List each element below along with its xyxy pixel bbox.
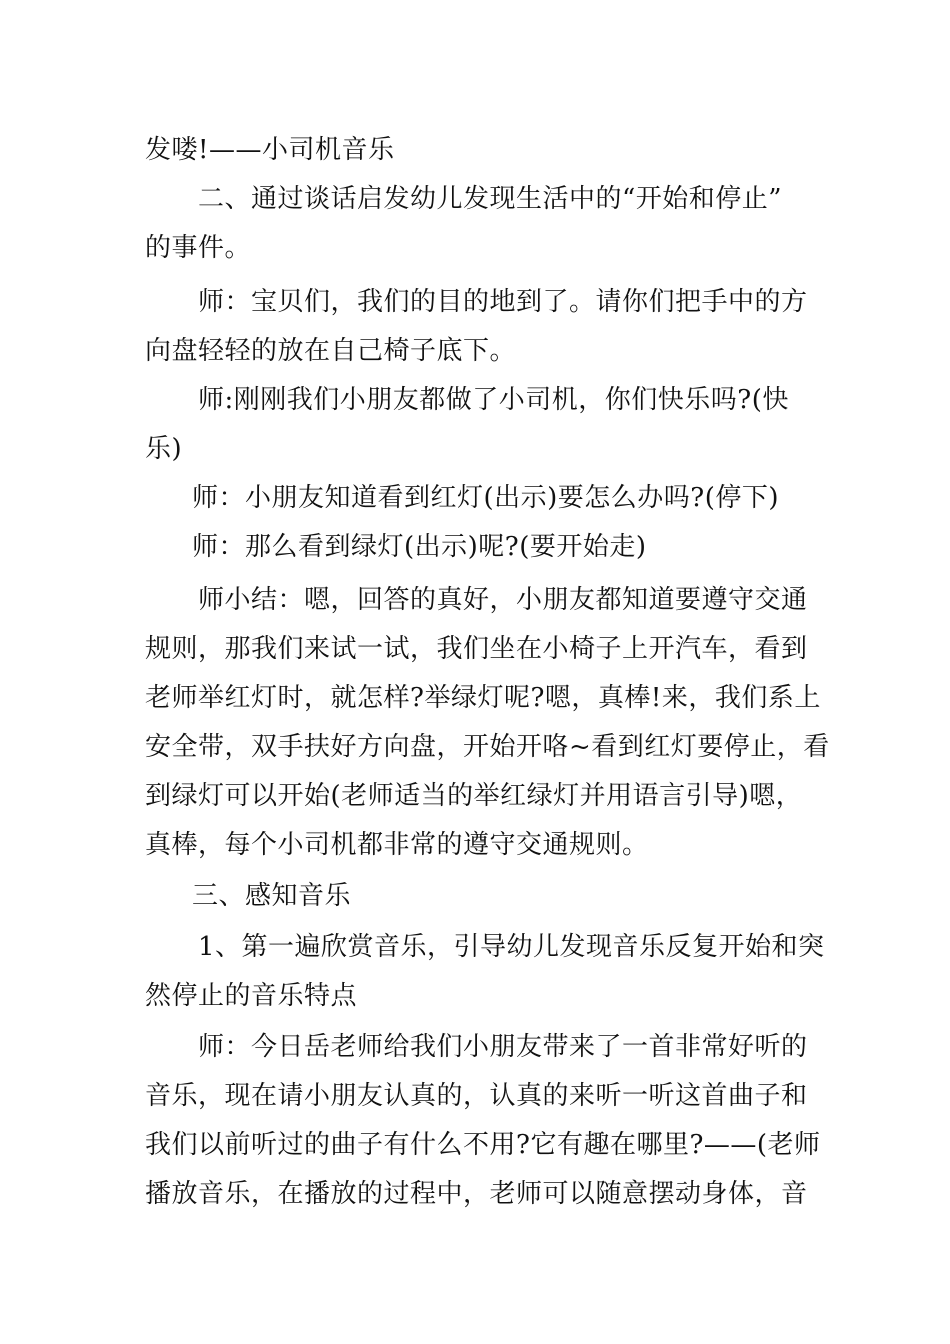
text-line: 音乐，现在请小朋友认真的，认真的来听一听这首曲子和 xyxy=(145,1081,808,1111)
dialogue-line: 师：宝贝们，我们的目的地到了。请你们把手中的方 xyxy=(198,287,808,317)
text-line: 播放音乐，在播放的过程中，老师可以随意摆动身体，音 xyxy=(145,1179,808,1209)
text-line: 规则，那我们来试一试，我们坐在小椅子上开汽车，看到 xyxy=(145,634,808,664)
text-line: 的事件。 xyxy=(145,233,252,263)
text-line: 向盘轻轻的放在自己椅子底下。 xyxy=(145,336,517,366)
section-heading: 二、通过谈话启发幼儿发现生活中的“开始和停止” xyxy=(198,184,783,214)
dialogue-line: 师：小朋友知道看到红灯(出示)要怎么办吗?(停下) xyxy=(192,483,780,513)
dialogue-line: 师小结：嗯，回答的真好，小朋友都知道要遵守交通 xyxy=(198,585,808,615)
text-line: 老师举红灯时，就怎样?举绿灯呢?嗯，真棒!来，我们系上 xyxy=(145,683,821,713)
step-heading: 1、第一遍欣赏音乐，引导幼儿发现音乐反复开始和突 xyxy=(198,932,825,962)
text-line: 我们以前听过的曲子有什么不用?它有趣在哪里?——(老师 xyxy=(145,1130,821,1160)
dialogue-line: 师：那么看到绿灯(出示)呢?(要开始走) xyxy=(192,532,647,562)
text-line: 然停止的音乐特点 xyxy=(145,981,358,1011)
text-line: 到绿灯可以开始(老师适当的举红绿灯并用语言引导)嗯， xyxy=(145,781,803,811)
dialogue-line: 师：今日岳老师给我们小朋友带来了一首非常好听的 xyxy=(198,1032,808,1062)
text-line: 乐) xyxy=(145,434,183,464)
text-line: 发喽!——小司机音乐 xyxy=(145,135,395,165)
text-line: 安全带，双手扶好方向盘，开始开咯~看到红灯要停止，看 xyxy=(145,732,830,762)
text-line: 真棒，每个小司机都非常的遵守交通规则。 xyxy=(145,830,649,860)
section-heading: 三、感知音乐 xyxy=(192,881,352,911)
dialogue-line: 师:刚刚我们小朋友都做了小司机，你们快乐吗?(快 xyxy=(198,385,789,415)
